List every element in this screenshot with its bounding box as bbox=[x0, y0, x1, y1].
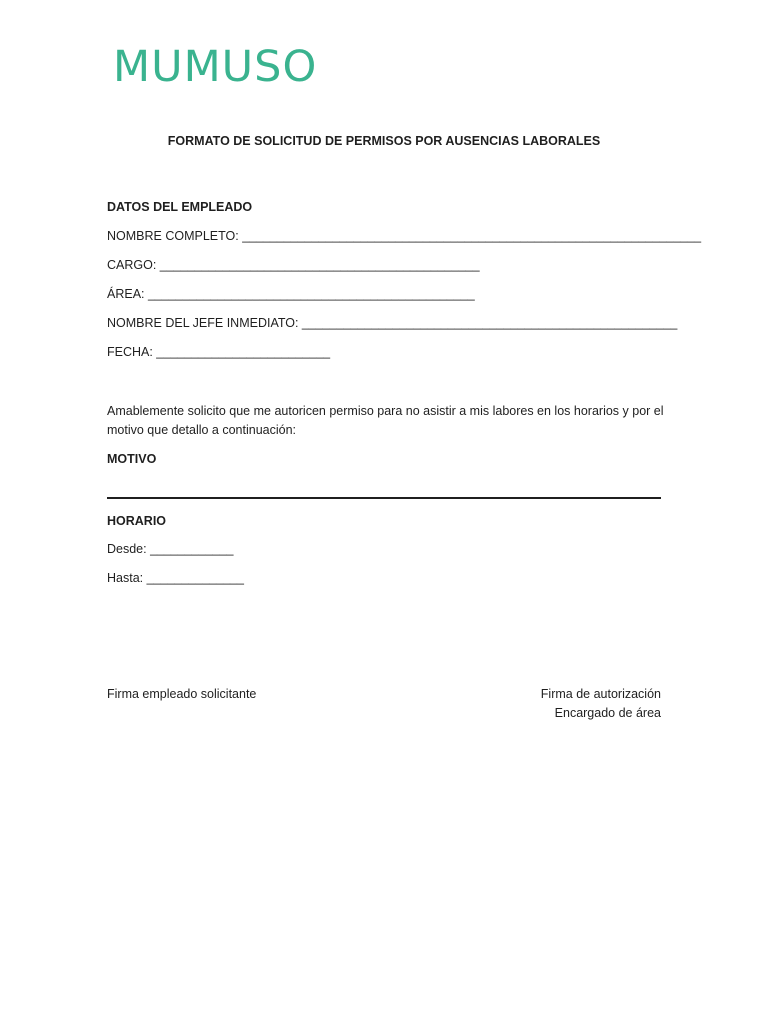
employee-signature-label: Firma empleado solicitante bbox=[107, 687, 257, 701]
document-title: FORMATO DE SOLICITUD DE PERMISOS POR AUSENCIAS LABORALES bbox=[167, 134, 601, 148]
area-manager-label: Encargado de área bbox=[554, 706, 661, 720]
request-paragraph: Amablemente solicito que me autoricen permiso para no asistir a mis labores en los horarios y por el motivo que detallo a continuación: bbox=[107, 404, 664, 437]
horario-heading: HORARIO bbox=[107, 514, 167, 528]
jefe-inmediato-field: NOMBRE DEL JEFE INMEDIATO: ______________________________________________________ bbox=[107, 316, 678, 330]
hasta-field: Hasta: ______________ bbox=[107, 571, 244, 585]
mumuso-logo: MUMUSO bbox=[113, 42, 318, 92]
nombre-completo-field: NOMBRE COMPLETO: __________________________________________________________________ bbox=[107, 229, 702, 243]
desde-field: Desde: ____________ bbox=[107, 542, 234, 556]
motivo-line bbox=[107, 497, 661, 499]
fecha-field: FECHA: _________________________ bbox=[107, 345, 331, 359]
area-field: ÁREA: _______________________________________________ bbox=[107, 287, 475, 301]
authorization-signature-label: Firma de autorización bbox=[540, 687, 661, 701]
employee-section-heading: DATOS DEL EMPLEADO bbox=[107, 200, 253, 214]
motivo-heading: MOTIVO bbox=[107, 452, 157, 466]
cargo-field: CARGO: ______________________________________________ bbox=[107, 258, 480, 272]
